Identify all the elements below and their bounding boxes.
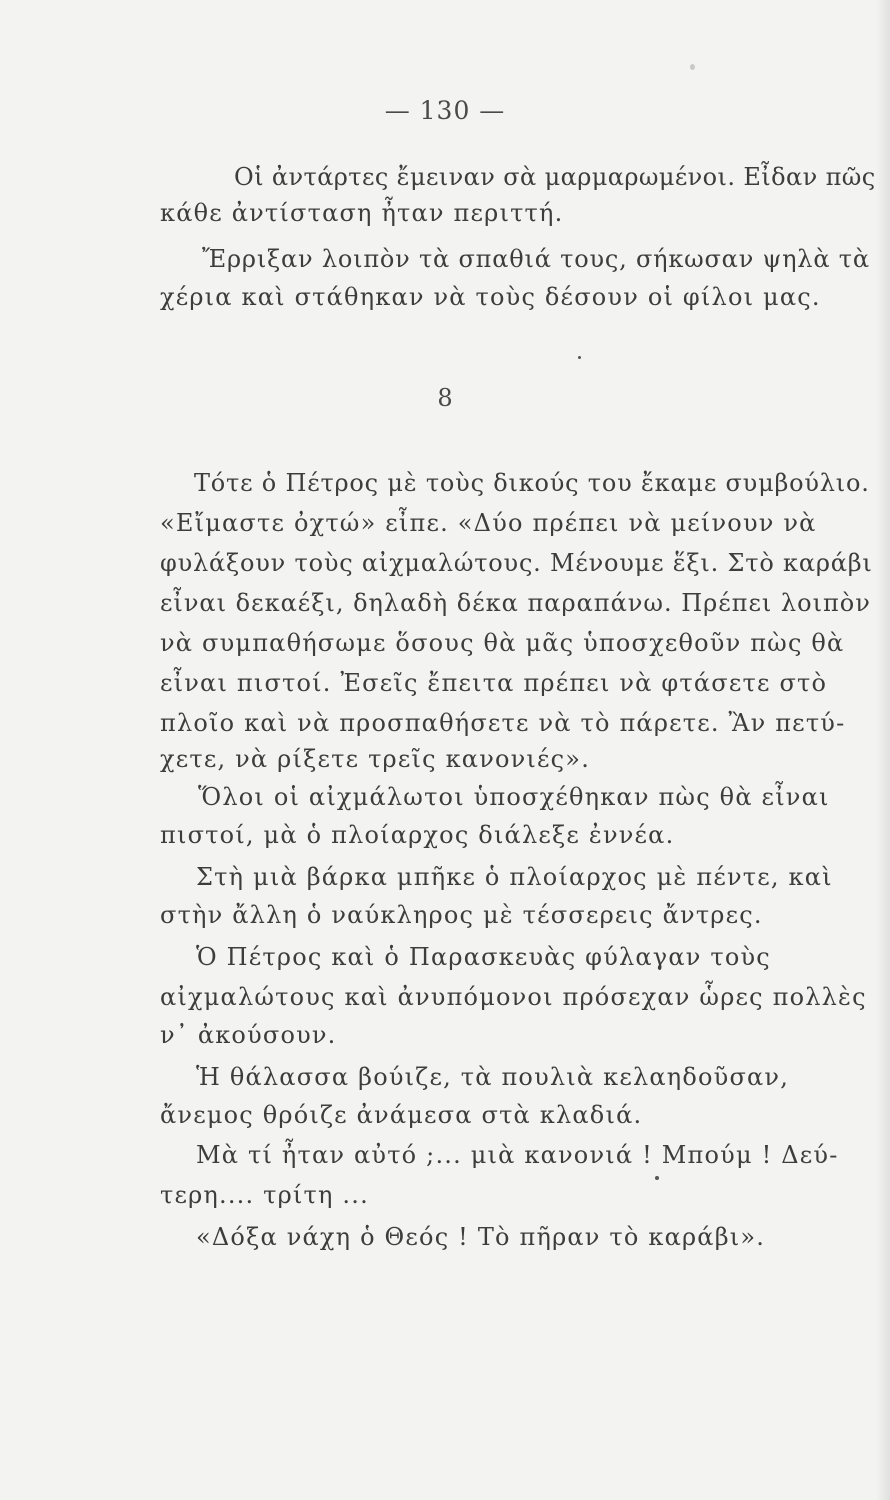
text-line: νὰ συμπαθήσωμε ὅσους θὰ μᾶς ὑποσχεθοῦν πὼς θὰ [160, 629, 845, 657]
text-line: ἄνεμος θρόιζε ἀνάμεσα στὰ κλαδιά. [160, 1101, 643, 1129]
text-line: Στὴ μιὰ βάρκα μπῆκε ὁ πλοίαρχος μὲ πέντε, καὶ [196, 863, 833, 891]
text-line: Ἡ θάλασσα βούιζε, τὰ πουλιὰ κελαηδοῦσαν, [196, 1063, 790, 1091]
text-line: χετε, νὰ ρίξετε τρεῖς κανονιές». [160, 745, 591, 773]
text-line: στὴν ἄλλη ὁ ναύκληρος μὲ τέσσερεις ἄντρες. [160, 901, 763, 929]
text-line: πιστοί, μὰ ὁ πλοίαρχος διάλεξε ἐννέα. [160, 821, 675, 849]
page-number: — 130 — [384, 96, 506, 125]
text-line: αἰχμαλώτους καὶ ἀνυπόμονοι πρόσεχαν ὧρες πολλὲς [160, 983, 867, 1011]
text-line: πλοῖο καὶ νὰ προσπαθήσετε νὰ τὸ πάρετε. Ἂν πετύ- [160, 709, 846, 737]
page-edge-shadow [876, 0, 890, 1500]
text-line: ν᾽ ἀκούσουν. [160, 1021, 337, 1049]
text-line: κάθε ἀντίσταση ἦταν περιττή. [160, 199, 564, 227]
text-line: χέρια καὶ στάθηκαν νὰ τοὺς δέσουν οἱ φίλοι μας. [160, 283, 821, 311]
text-line: εἶναι πιστοί. Ἐσεῖς ἔπειτα πρέπει νὰ φτάσετε στὸ [160, 669, 828, 697]
paper-speck [690, 64, 695, 70]
text-line: Ὅλοι οἱ αἰχμάλωτοι ὑποσχέθηκαν πὼς θὰ εἶναι [198, 783, 830, 811]
text-line: Ὁ Πέτρος καὶ ὁ Παρασκευὰς φύλαγαν τοὺς [196, 943, 771, 971]
text-line: εἶναι δεκαέξι, δηλαδὴ δέκα παραπάνω. Πρέπει λοιπὸν [160, 589, 871, 617]
text-line: τερη.... τρίτη ... [160, 1181, 369, 1209]
text-line: Ἔρριξαν λοιπὸν τὰ σπαθιά τους, σήκωσαν ψηλὰ τὰ [202, 245, 870, 273]
text-line: «Εἴμαστε ὀχτώ» εἶπε. «Δύο πρέπει νὰ μείνουν νὰ [160, 509, 817, 537]
section-heading: 8 [437, 384, 453, 412]
text-line: Τότε ὁ Πέτρος μὲ τοὺς δικούς του ἔκαμε συμβούλιο. [194, 469, 870, 497]
text-line: Οἱ ἀντάρτες ἔμειναν σὰ μαρμαρωμένοι. Εἶδαν πῶς [234, 163, 876, 191]
text-line: φυλάξουν τοὺς αἰχμαλώτους. Μένουμε ἕξι. Στὸ καράβι [160, 549, 873, 577]
text-line: Μὰ τί ἦταν αὐτό ;... μιὰ κανονιά ! Μπούμ ! Δεύ- [196, 1141, 839, 1169]
text-line: «Δόξα νάχη ὁ Θεός ! Τὸ πῆραν τὸ καράβι». [196, 1223, 766, 1251]
paper-speck [578, 356, 581, 359]
paper-speck [655, 1176, 659, 1180]
